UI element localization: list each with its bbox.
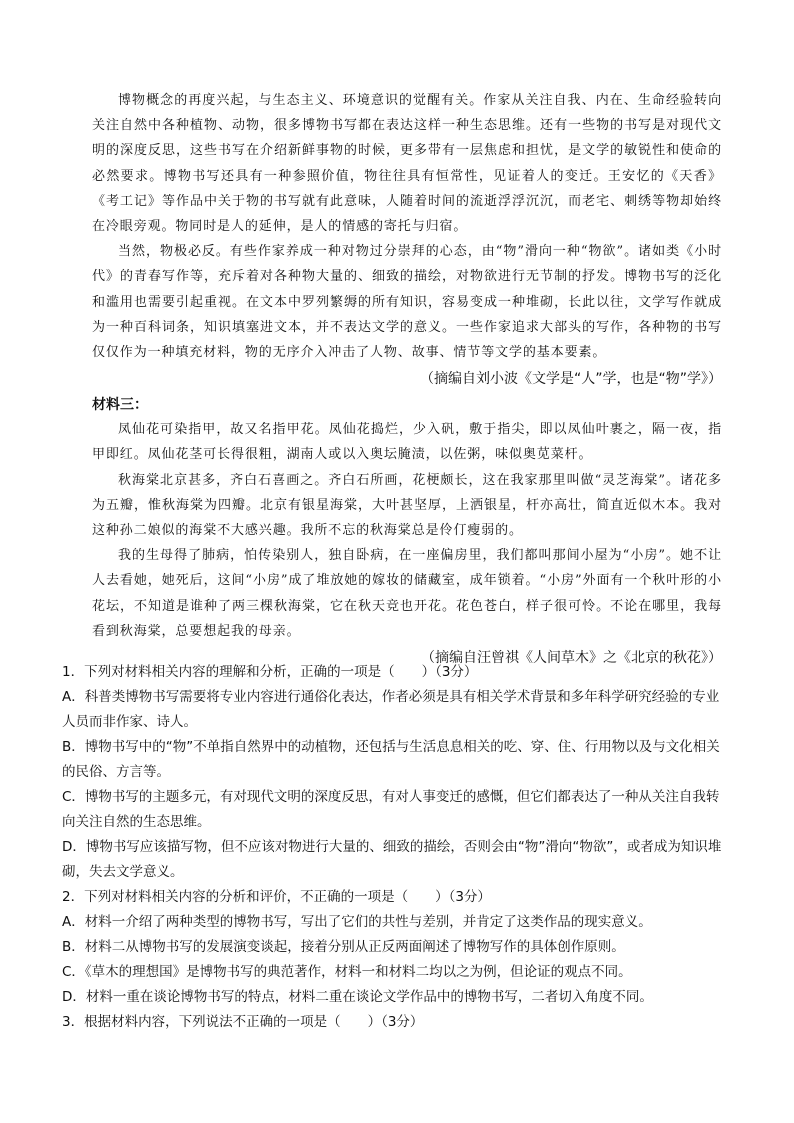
material-three-paragraph-1: 凤仙花可染指甲，故又名指甲花。凤仙花捣烂，少入矾，敷于指尖，即以凤仙叶裹之，隔一夜，指甲即红。凤仙花茎可长得很粗，湖南人或以入奥坛腌渍，以佐粥，味似奥苋菜杆。 xyxy=(92,422,722,463)
question-stem: 2．下列对材料相关内容的分析和评价，不正确的一项是（ ）（3分） xyxy=(62,889,491,905)
question-stem: 1．下列对材料相关内容的理解和分析，正确的一项是（ ）（3分） xyxy=(62,664,478,680)
material-two-source: （摘编自刘小波《文学是“人”学，也是“物”学》） xyxy=(419,371,722,388)
material-three-paragraph-2: 秋海棠北京甚多，齐白石喜画之。齐白石所画，花梗颇长，这在我家那里叫做“灵芝海棠”。诸花多为五瓣，惟秋海棠为四瓣。北京有银星海棠，大叶甚坚厚，上洒银星，杆亦高壮，简直近似木本。我对这种孙二娘似的海棠不大感兴趣。我所不忘的秋海棠总是伶仃瘦弱的。 xyxy=(92,472,722,539)
material-two-paragraph-2: 当然，物极必反。有些作家养成一种对物过分崇拜的心态，由“物”滑向一种“物欲”。诸如类《小时代》的青春写作等，充斥着对各种物大量的、细致的描绘，对物欲进行无节制的抒发。博物书写的泛化和滥用也需要引起重视。在文本中罗列繁缛的所有知识，容易变成一种堆砌，长此以往，文学写作就成为一种百科词条，知识填塞进文本，并不表达文学的意义。一些作家追求大部头的写作，各种物的书写仅仅作为一种填充材料，物的无序介入冲击了人物、故事、情节等文学的基本要素。 xyxy=(92,244,722,361)
option-d: D．材料一重在谈论博物书写的特点，材料二重在谈论文学作品中的博物书写，二者切入角度不同。 xyxy=(62,989,653,1005)
question-stem: 3．根据材料内容，下列说法不正确的一项是（ ）（3分） xyxy=(62,1014,424,1030)
material-three-heading: 材料三： xyxy=(92,397,148,414)
option-c: C．博物书写的主题多元，有对现代文明的深度反思，有对人事变迁的感慨，但它们都表达了一种从关注自我转向关注自然的生态思维。 xyxy=(62,789,720,830)
question-3 xyxy=(62,1010,727,1035)
option-c: C．《草木的理想国》是博物书写的典范著作，材料一和材料二均以之为例，但论证的观点不同。 xyxy=(62,964,632,980)
material-three-body xyxy=(92,417,722,644)
option-b: B．材料二从博物书写的发展演变谈起，接着分别从正反两面阐述了博物写作的具体创作原则。 xyxy=(62,939,625,955)
option-d: D．博物书写应该描写物，但不应该对物进行大量的、细致的描绘，否则会由“物”滑向“物欲”，或者成为知识堆砌，失去文学意义。 xyxy=(62,839,722,880)
option-a: A．科普类博物书写需要将专业内容进行通俗化表达，作者必须是具有相关学术背景和多年科学研究经验的专业人员而非作家、诗人。 xyxy=(62,689,720,730)
questions-section xyxy=(62,660,727,1035)
document-page xyxy=(92,88,722,672)
question-1 xyxy=(62,660,727,885)
material-two-paragraph-1: 博物概念的再度兴起，与生态主义、环境意识的觉醒有关。作家从关注自我、内在、生命经验转向关注自然中各种植物、动物，很多博物书写都在表达这样一种生态思维。还有一些物的书写是对现代文明的深度反思，这些书写在介绍新鲜事物的时候，更多带有一层焦虑和担忧，是文学的敏锐性和使命的必然要求。博物书写还具有一种参照价值，物往往具有恒常性，见证着人的变迁。王安忆的《天香》《考工记》等作品中关于物的书写就有此意味，人随着时间的流逝浮浮沉沉，而老宅、刺绣等物却始终在冷眼旁观。物同时是人的延伸，是人的情感的寄托与归宿。 xyxy=(92,93,722,235)
material-three-paragraph-3: 我的生母得了肺病，怕传染别人，独自卧病，在一座偏房里，我们都叫那间小屋为“小房”。她不让人去看她，她死后，这间“小房”成了堆放她的嫁妆的储藏室，成年锁着。“小房”外面有一个秋叶形的小花坛，不知道是谁种了两三棵秋海棠，它在秋天竞也开花。花色苍白，样子很可怜。不论在哪里，我每看到秋海棠，总要想起我的母亲。 xyxy=(92,548,722,639)
material-two-body xyxy=(92,88,722,365)
question-2 xyxy=(62,885,727,1010)
option-b: B．博物书写中的“物”不单指自然界中的动植物，还包括与生活息息相关的吃、穿、住、行用物以及与文化相关的民俗、方言等。 xyxy=(62,739,720,780)
material-three-source: （摘编自汪曾祺《人间草木》之《北京的秋花》） xyxy=(421,650,722,667)
option-a: A．材料一介绍了两种类型的博物书写，写出了它们的共性与差别，并肯定了这类作品的现实意义。 xyxy=(62,914,652,930)
